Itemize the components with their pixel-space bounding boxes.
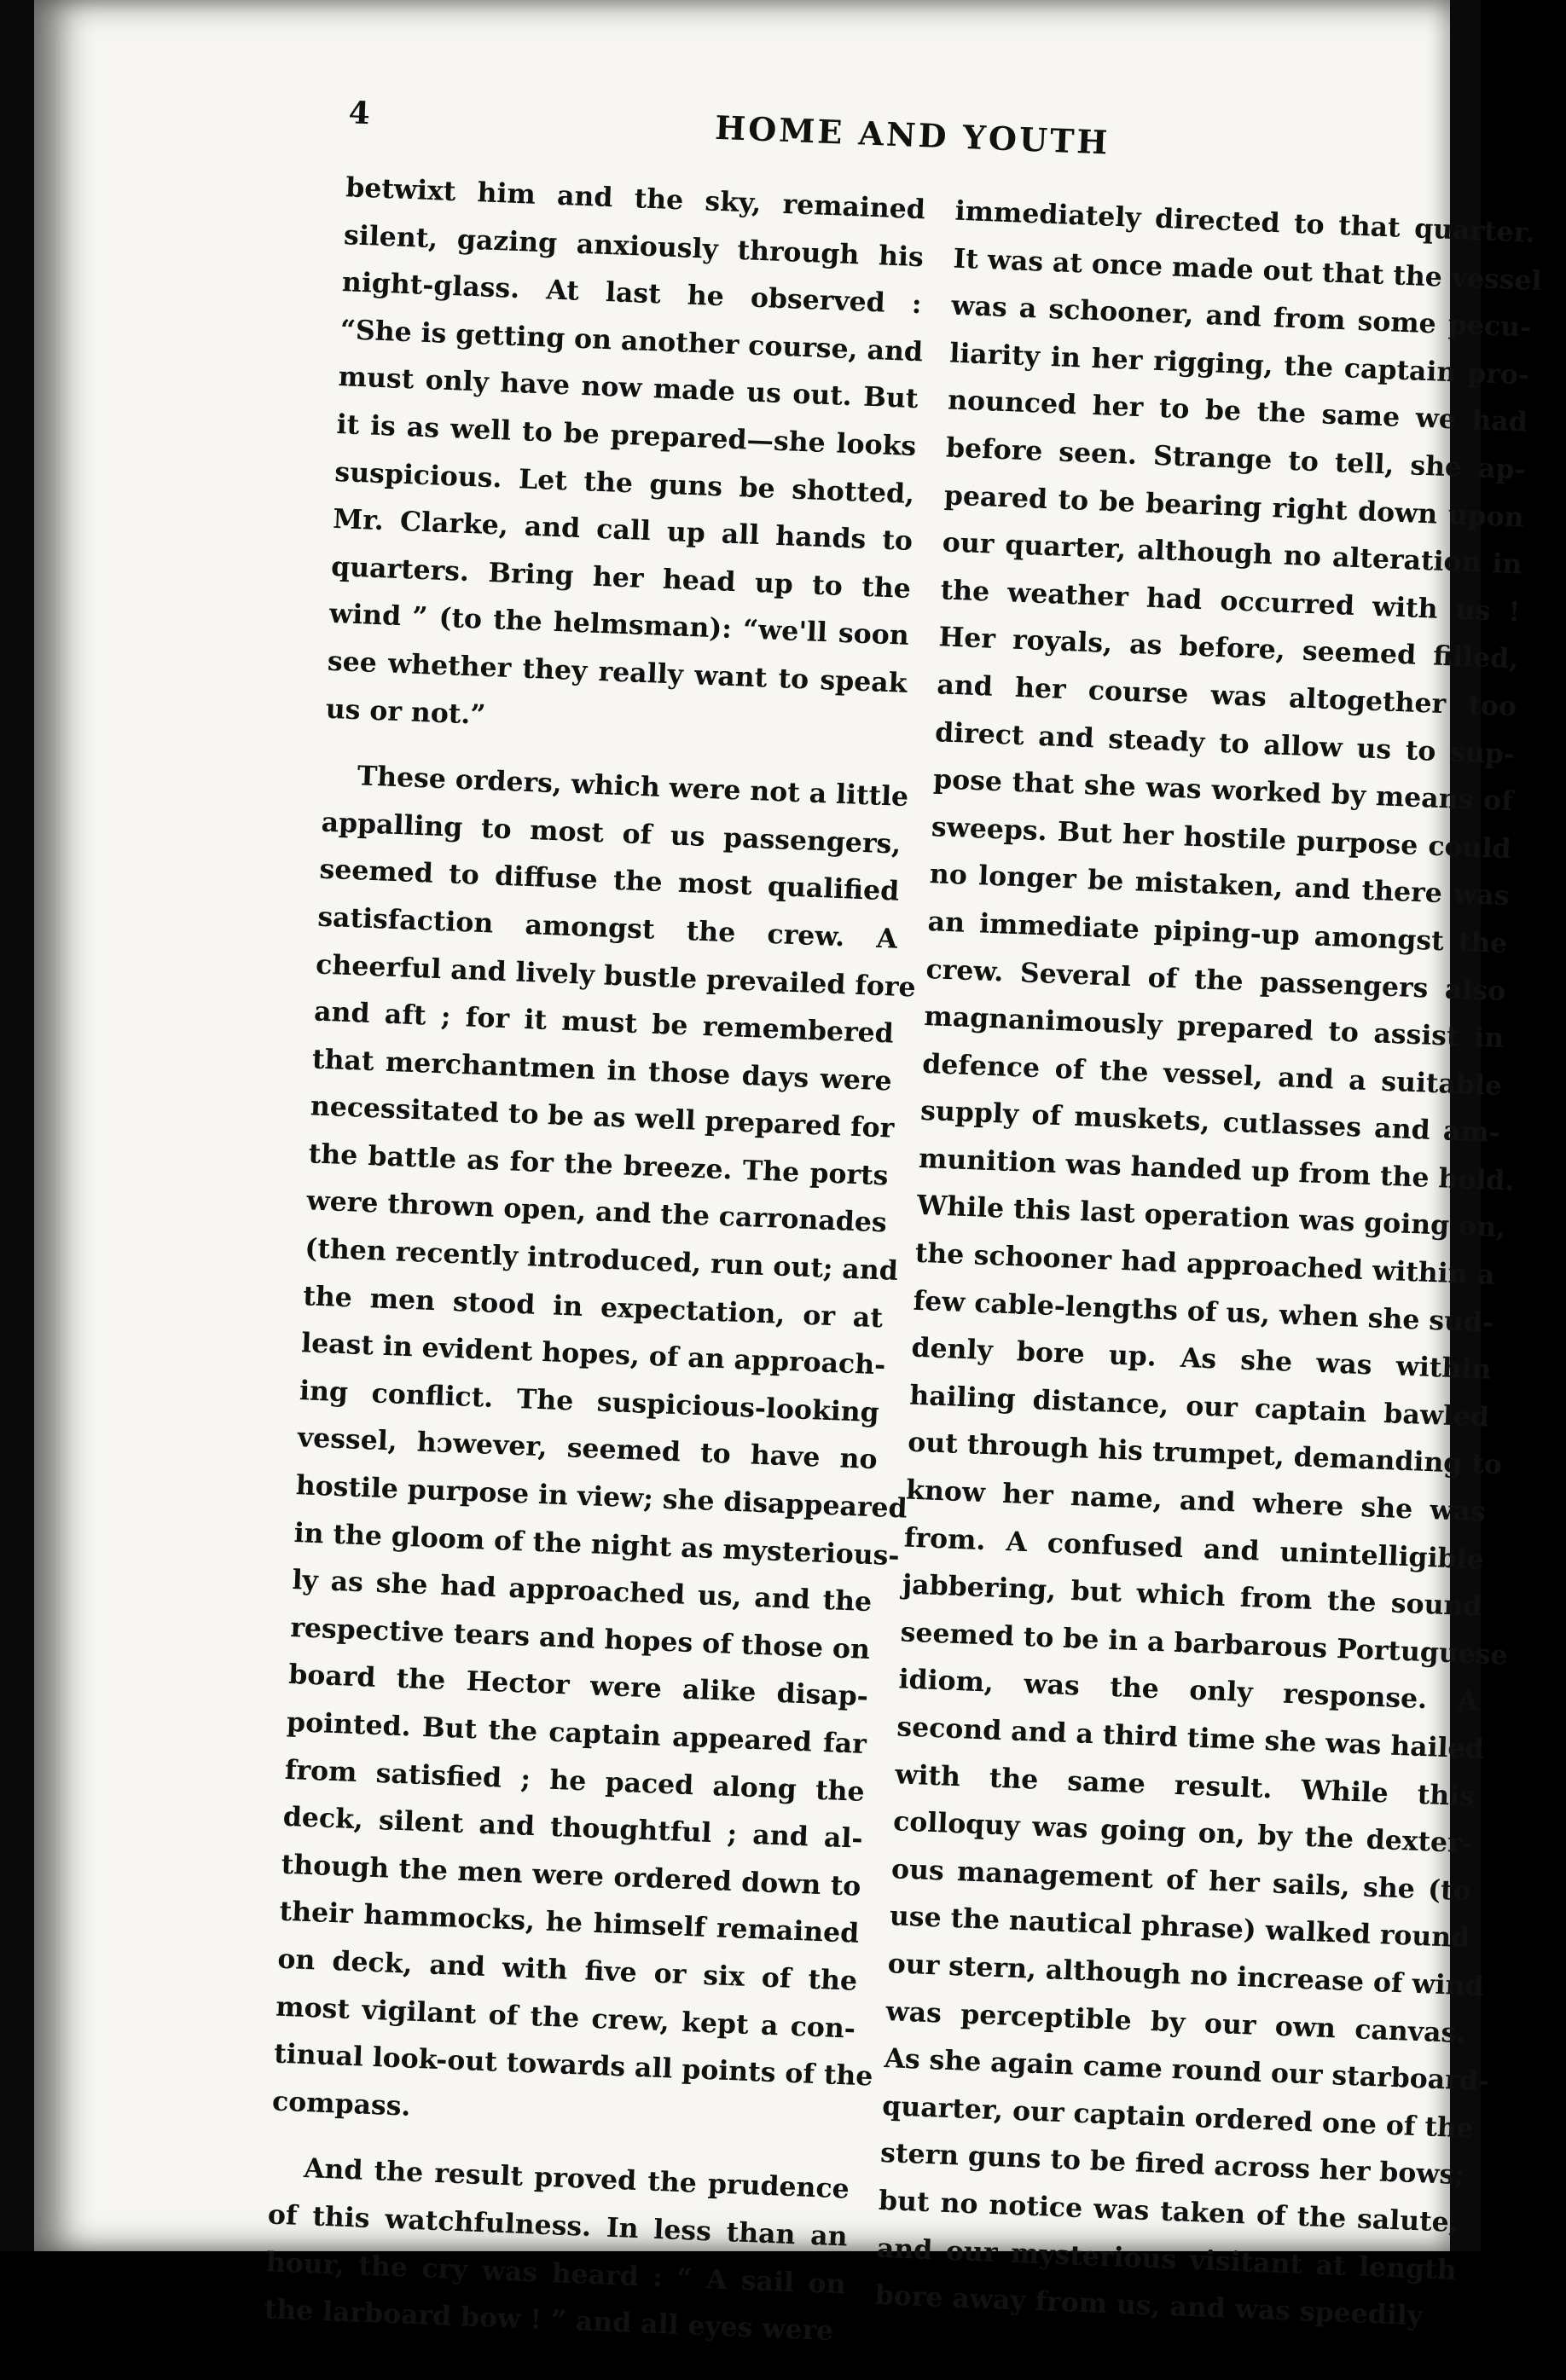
text-line: crew. Several of the passengers also bbox=[925, 953, 1506, 1007]
text-line: was a schooner, and from some pecu- bbox=[950, 289, 1532, 344]
text-line: Mr. Clarke, and call up all hands to bbox=[332, 503, 914, 558]
text-line: and aft ; for it must be remembered bbox=[313, 995, 895, 1050]
text-line: with the same result. While this bbox=[894, 1757, 1476, 1812]
text-line: magnanimously prepared to assist in bbox=[923, 1000, 1505, 1055]
left-text-column bbox=[264, 164, 926, 2355]
text-line: ly as she had approached us, and the bbox=[291, 1564, 873, 1619]
right-text-column bbox=[874, 188, 1543, 2342]
text-line: Her royals, as before, seemed filled, bbox=[937, 621, 1519, 675]
text-line: in the gloom of the night as mysterious- bbox=[293, 1516, 901, 1572]
text-line: betwixt him and the sky, remained bbox=[345, 171, 926, 226]
text-line: peared to be bearing right down upon bbox=[943, 478, 1525, 534]
text-line: direct and steady to allow us to sup- bbox=[934, 715, 1516, 770]
text-line: know her name, and where she was bbox=[905, 1474, 1487, 1528]
text-line: our stern, although no increase of wind bbox=[887, 1948, 1485, 2002]
text-line: ous management of her sails, she (to bbox=[890, 1853, 1472, 1908]
text-line: ing conflict. The suspicious-looking bbox=[299, 1375, 880, 1429]
text-line: These orders, which were not a little bbox=[357, 760, 909, 814]
text-line: quarter, our captain ordered one of the bbox=[881, 2089, 1475, 2145]
text-line: least in evident hopes, of an approach- bbox=[300, 1327, 886, 1381]
text-line: seemed to be in a barbarous Portuguese bbox=[900, 1616, 1509, 1671]
text-line: bore away from us, and was speedily bbox=[874, 2279, 1424, 2332]
text-line: supply of muskets, cutlasses and am- bbox=[919, 1095, 1501, 1149]
text-line: “She is getting on another course, and bbox=[339, 313, 924, 368]
text-line: cheerful and lively bustle prevailed fore bbox=[315, 948, 917, 1004]
text-line: were thrown open, and the carronades bbox=[305, 1184, 888, 1239]
text-line: While this last operation was going on, bbox=[916, 1190, 1506, 1244]
text-line: As she again came round our starboard- bbox=[883, 2042, 1490, 2098]
text-line: respective tears and hopes of those on bbox=[289, 1611, 871, 1665]
text-line: from satisfied ; he paced along the bbox=[284, 1753, 866, 1808]
text-line: compass. bbox=[271, 2085, 412, 2122]
text-line: us or not.” bbox=[325, 692, 487, 731]
text-line: the schooner had approached within a bbox=[914, 1236, 1496, 1291]
text-line: immediately directed to that quarter. bbox=[954, 194, 1536, 249]
text-line: quarters. Bring her head up to the bbox=[330, 550, 912, 605]
text-line: suspicious. Let the guns be shotted, bbox=[334, 455, 915, 510]
text-line: appalling to most of us passengers, bbox=[321, 806, 902, 860]
text-line: idiom, was the only response. A bbox=[897, 1663, 1479, 1717]
text-line: most vigilant of the crew, kept a con- bbox=[275, 1990, 856, 2045]
text-line: jabbering, but which from the sound bbox=[902, 1568, 1483, 1623]
text-line: and our mysterious visitant at length bbox=[876, 2232, 1458, 2286]
text-line: hour, the cry was heard : “ A sail on bbox=[265, 2245, 847, 2301]
text-line: few cable-lengths of us, when she sud- bbox=[913, 1284, 1494, 1339]
text-line: silent, gazing anxiously through his bbox=[343, 218, 925, 273]
text-line: defence of the vessel, and a suitable bbox=[921, 1047, 1503, 1102]
text-line: tinual look-out towards all points of the bbox=[273, 2037, 874, 2093]
text-line: seemed to diffuse the most qualified bbox=[318, 853, 900, 908]
text-line: colloquy was going on, by the dexter- bbox=[892, 1805, 1474, 1860]
text-line: sweeps. But her hostile purpose could bbox=[931, 810, 1512, 865]
text-line: from. A confused and unintelligible bbox=[903, 1521, 1485, 1576]
text-line: It was at once made out that the vessel bbox=[952, 242, 1543, 297]
text-line: denly bore up. As she was within bbox=[910, 1331, 1492, 1387]
text-line: night-glass. At last he observed : bbox=[341, 266, 923, 321]
text-line: pointed. But the captain appeared far bbox=[286, 1705, 867, 1760]
text-line: our quarter, although no alteration in bbox=[942, 526, 1523, 581]
text-line: vessel, hɔwever, seemed to have no bbox=[297, 1422, 879, 1476]
text-line: it is as well to be prepared—she looks bbox=[335, 408, 917, 463]
text-line: wind ” (to the helmsman): “we'll soon bbox=[328, 598, 910, 652]
text-line: before seen. Strange to tell, she ap- bbox=[945, 431, 1527, 486]
paper-sheet bbox=[34, 0, 1543, 2348]
text-line: on deck, and with five or six of the bbox=[276, 1943, 858, 1997]
text-line: necessitated to be as well prepared for bbox=[310, 1090, 895, 1144]
text-line: (then recently introduced, run out; and bbox=[304, 1232, 899, 1288]
text-line: deck, silent and thoughtful ; and al- bbox=[282, 1800, 864, 1856]
text-line: out through his trumpet, demanding to bbox=[907, 1427, 1503, 1481]
text-line: the larboard bow ! ” and all eyes were bbox=[264, 2293, 834, 2348]
text-line: board the Hector were alike disap- bbox=[287, 1659, 869, 1713]
text-line: was perceptible by our own canvas. bbox=[885, 1995, 1466, 2049]
text-line: an immediate piping-up amongst the bbox=[927, 905, 1509, 960]
text-line: of this watchfulness. In less than an bbox=[267, 2198, 849, 2253]
page bbox=[110, 81, 1543, 2348]
text-line: use the nautical phrase) walked round bbox=[889, 1900, 1470, 1954]
text-line: the men stood in expectation, or at bbox=[302, 1279, 884, 1334]
text-line: the weather had occurred with us ! bbox=[940, 574, 1521, 628]
text-line: no longer be mistaken, and there was bbox=[929, 858, 1511, 912]
text-line: liarity in her rigging, the captain pro- bbox=[948, 337, 1530, 391]
text-line: and her course was altogether too bbox=[936, 669, 1517, 723]
text-line: though the men were ordered down to bbox=[281, 1848, 862, 1902]
text-line: And the result proved the prudence bbox=[303, 2152, 850, 2205]
journal-title: HOME AND YOUTH bbox=[714, 107, 1111, 162]
text-line: but no notice was taken of the salute, bbox=[878, 2184, 1459, 2238]
text-line: hailing distance, our captain bawled bbox=[908, 1379, 1490, 1433]
text-line: the battle as for the breeze. The ports bbox=[308, 1138, 890, 1192]
text-line: munition was handed up from the hold. bbox=[918, 1142, 1516, 1197]
text-line: pose that she was worked by means of bbox=[932, 763, 1514, 818]
text-line: see whether they really want to speak bbox=[327, 645, 908, 699]
text-line: must only have now made us out. But bbox=[338, 361, 919, 415]
text-line: nounced her to be the same we had bbox=[947, 384, 1528, 438]
text-line: hostile purpose in view; she disappeared bbox=[295, 1469, 908, 1525]
text-line: second and a third time she was hailed bbox=[896, 1711, 1485, 1765]
text-line: their hammocks, he himself remained bbox=[278, 1896, 860, 1950]
text-line: stern guns to be fired across her bows; bbox=[879, 2137, 1465, 2192]
page-number: 4 bbox=[347, 95, 371, 132]
text-line: that merchantmen in those days were bbox=[311, 1043, 893, 1097]
text-line: satisfaction amongst the crew. A bbox=[316, 900, 898, 955]
